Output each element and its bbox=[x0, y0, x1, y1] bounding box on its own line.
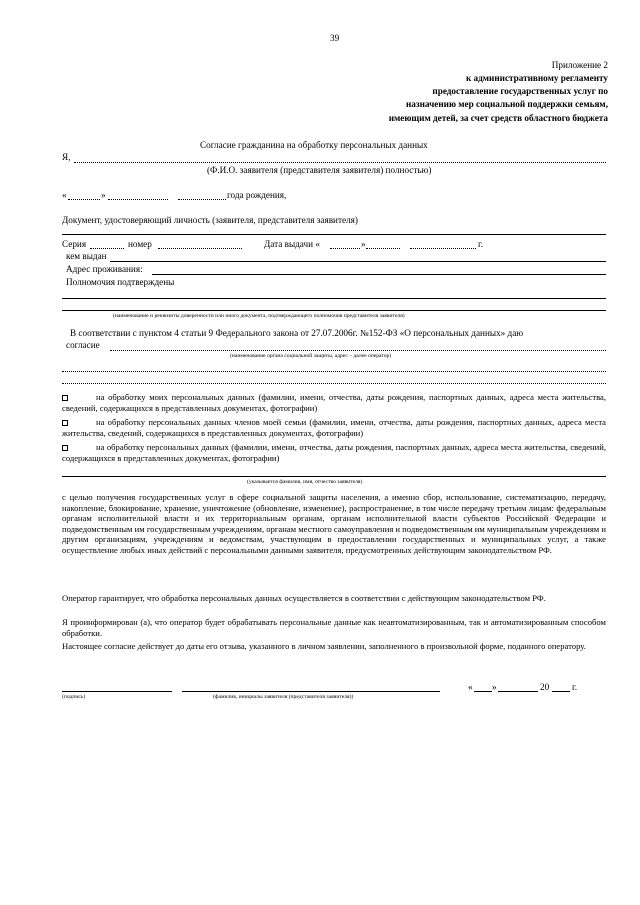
operator-line bbox=[110, 350, 606, 351]
issued-by-label: кем выдан bbox=[66, 251, 107, 261]
year-g-label: г. bbox=[478, 239, 484, 249]
page-number: 39 bbox=[330, 33, 340, 43]
name-line bbox=[182, 691, 440, 692]
year-suffix: г. bbox=[572, 682, 578, 692]
appendix-line-4: назначению мер социальной поддержки семьям, bbox=[406, 99, 608, 109]
ya-label: Я, bbox=[62, 152, 71, 162]
operator-caption: (наименование органа социальной защиты, адрес – далее оператор) bbox=[230, 353, 392, 359]
sign-year-line bbox=[552, 691, 570, 692]
year-prefix: 20 bbox=[540, 682, 550, 692]
consent-item-1: на обработку моих персональных данных (фамилии, имени, отчества, даты рождения, паспортных данных, адреса места жительства, сведений, содержащихся в представленных документах, фотографии) bbox=[62, 392, 606, 413]
series-line bbox=[90, 248, 124, 249]
birth-month-line bbox=[108, 199, 168, 200]
signature-caption: (подпись) bbox=[62, 694, 86, 700]
issue-day-line bbox=[330, 248, 360, 249]
issue-year-line bbox=[410, 248, 476, 249]
authority-line-1 bbox=[62, 298, 606, 299]
date-close: » bbox=[492, 682, 497, 692]
appendix-line-2: к административному регламенту bbox=[465, 73, 608, 83]
issued-by-line bbox=[110, 261, 606, 262]
authority-caption: (наименование и реквизиты доверенности или иного документа, подтверждающего полномочия представителя заявителя) bbox=[113, 313, 405, 319]
number-label: номер bbox=[128, 239, 152, 249]
checkbox-self[interactable] bbox=[62, 395, 68, 401]
person-line bbox=[62, 476, 606, 477]
signature-line bbox=[62, 691, 172, 692]
number-line bbox=[158, 248, 242, 249]
appendix-line-5: имеющим детей, за счет средств областного бюджета bbox=[388, 113, 608, 123]
authority-line-2 bbox=[62, 310, 606, 311]
checkbox-family[interactable] bbox=[62, 420, 68, 426]
appendix-line-3: предоставление государственных услуг по bbox=[432, 86, 608, 96]
issue-date-label: Дата выдачи « bbox=[264, 239, 320, 249]
document-line bbox=[62, 234, 606, 235]
document-label: Документ, удостоверяющий личность (заявителя, представителя заявителя) bbox=[62, 215, 358, 225]
appendix-line-1: Приложение 2 bbox=[551, 60, 608, 70]
name-caption: (фамилия, инициалы заявителя (представителя заявителя)) bbox=[213, 694, 354, 700]
birth-open: « bbox=[62, 190, 67, 200]
birth-suffix: года рождения, bbox=[227, 190, 287, 200]
operator-line-2 bbox=[62, 371, 606, 372]
birth-mid: » bbox=[101, 190, 106, 200]
checkbox-other[interactable] bbox=[62, 445, 68, 451]
birth-year-line bbox=[178, 199, 226, 200]
consent-word: согласие bbox=[66, 340, 100, 350]
document-title: Согласие гражданина на обработку персональных данных bbox=[200, 140, 428, 150]
address-line bbox=[152, 274, 606, 275]
consent-item-3: на обработку персональных данных (фамилии, имени, отчества, даты рождения, паспортных данных, адреса места жительства, сведений, содержащихся в представленных документах, фотографии) bbox=[62, 442, 606, 463]
fio-caption: (Ф.И.О. заявителя (представителя заявителя) полностью) bbox=[207, 165, 432, 175]
issue-date-close: » bbox=[361, 239, 366, 249]
series-label: Серия bbox=[62, 239, 87, 249]
validity-paragraph: Настоящее согласие действует до даты его отзыва, указанного в личном заявлении, заполненного в произвольной форме, поданного оператору. bbox=[62, 641, 586, 651]
fio-line bbox=[74, 162, 606, 163]
purpose-paragraph: с целью получения государственных услуг в сфере социальной защиты населения, а именно сбор, использование, систематизацию, передачу, накопление, блокирование, хранение, уничтожение (обновление, изменение), распространение, в том числе передачу третьим лицам: федеральным органам исполнительной власти и их территориальным органам, органам исполнительной власти субъектов Российской Федерации и подведомственным им государственным учреждениям, органам местного самоуправления и подведомственным им муниципальным учреждениям и другим организациям, учреждениям и ведомствам, участвующим в предоставлении государственных и муниципальных услуг, а также осуществление любых иных действий с персональными данными заявителя, предусмотренных действующим законодательством РФ. bbox=[62, 492, 606, 555]
sign-month-line bbox=[498, 691, 538, 692]
date-open: « bbox=[468, 682, 473, 692]
address-label: Адрес проживания: bbox=[66, 264, 143, 274]
consent-item-2: на обработку персональных данных членов моей семьи (фамилии, имени, отчества, даты рождения, паспортных данных, адреса места жительства, сведений, содержащихся в представленных документах, фотографии) bbox=[62, 417, 606, 438]
sign-day-line bbox=[474, 691, 492, 692]
consent-intro: В соответствии с пунктом 4 статьи 9 Федерального закона от 27.07.2006г. №152-ФЗ «О персональных данных» даю bbox=[70, 328, 524, 338]
person-caption: (указывается фамилия, имя, отчество заявителя) bbox=[247, 479, 363, 485]
issue-month-line bbox=[366, 248, 400, 249]
guarantee-paragraph: Оператор гарантирует, что обработка персональных данных осуществляется в соответствии с действующим законодательством РФ. bbox=[62, 593, 546, 603]
operator-line-3 bbox=[62, 383, 606, 384]
birth-day-line bbox=[68, 199, 100, 200]
authority-label: Полномочия подтверждены bbox=[66, 277, 175, 287]
informed-paragraph: Я проинформирован (а), что оператор будет обрабатывать персональные данные как неавтоматизированным, так и автоматизированным способом обработки. bbox=[62, 617, 606, 638]
